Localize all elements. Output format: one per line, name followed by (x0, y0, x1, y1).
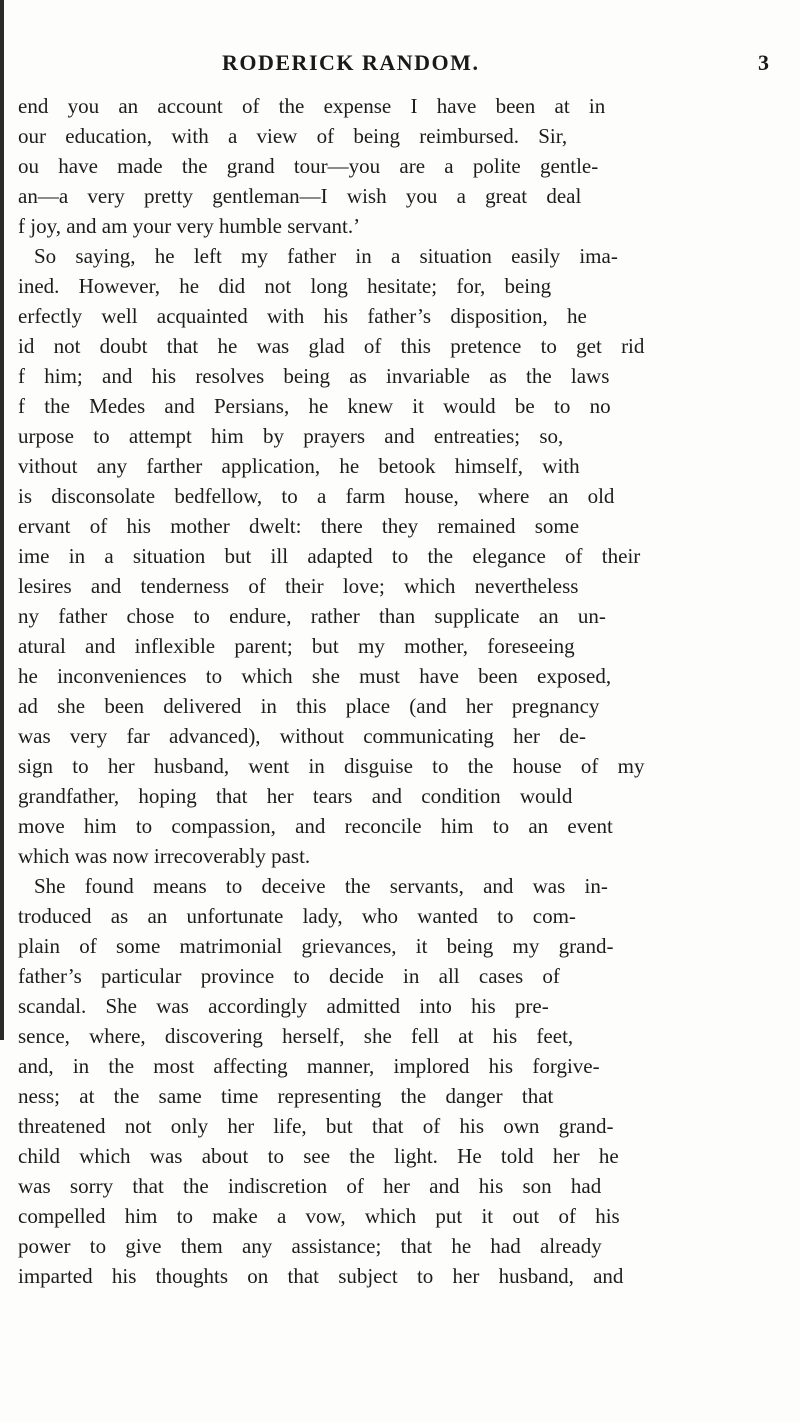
text-line: he inconveniences to which she must have been exposed, (18, 664, 612, 688)
page-number: 3 (758, 50, 769, 75)
text-line: id not doubt that he was glad of this pretence to get rid (18, 334, 645, 358)
text-line: f joy, and am your very humble servant.’ (18, 214, 361, 238)
text-line: ervant of his mother dwelt: there they remained some (18, 514, 580, 538)
text-line: plain of some matrimonial grievances, it being my grand- (18, 934, 614, 958)
text-line: ined. However, he did not long hesitate; for, being (18, 274, 552, 298)
text-line: ad she been delivered in this place (and her pregnancy (18, 694, 600, 718)
text-line: grandfather, hoping that her tears and condition would (18, 784, 573, 808)
text-line: sign to her husband, went in disguise to the house of my (18, 754, 645, 778)
text-line: compelled him to make a vow, which put it out of his (18, 1204, 620, 1228)
text-line: sence, where, discovering herself, she fell at his feet, (18, 1024, 574, 1048)
text-line: our education, with a view of being reimbursed. Sir, (18, 124, 568, 148)
running-head: RODERICK RANDOM. (222, 50, 480, 75)
text-line: imparted his thoughts on that subject to her husband, and (18, 1264, 624, 1288)
text-line: power to give them any assistance; that he had already (18, 1234, 602, 1258)
text-line: vithout any farther application, he betook himself, with (18, 454, 580, 478)
text-line: is disconsolate bedfellow, to a farm house, where an old (18, 484, 615, 508)
text-line: f the Medes and Persians, he knew it would be to no (18, 394, 611, 418)
text-line: ime in a situation but ill adapted to the elegance of their (18, 544, 641, 568)
text-line: lesires and tenderness of their love; which nevertheless (18, 574, 579, 598)
text-line: ou have made the grand tour—you are a polite gentle- (18, 154, 599, 178)
text-line: f him; and his resolves being as invariable as the laws (18, 364, 610, 388)
text-line: threatened not only her life, but that of his own grand- (18, 1114, 614, 1138)
text-line: move him to compassion, and reconcile him to an event (18, 814, 613, 838)
page-header (0, 50, 800, 84)
text-line: father’s particular province to decide in all cases of (18, 964, 560, 988)
text-line: ny father chose to endure, rather than supplicate an un- (18, 604, 606, 628)
text-line: was very far advanced), without communicating her de- (18, 724, 586, 748)
text-line: and, in the most affecting manner, implored his forgive- (18, 1054, 600, 1078)
text-line: an—a very pretty gentleman—I wish you a great deal (18, 184, 582, 208)
text-line: So saying, he left my father in a situation easily ima- (34, 244, 618, 268)
binding-edge (0, 0, 4, 1040)
text-line: troduced as an unfortunate lady, who wanted to com- (18, 904, 576, 928)
text-line: atural and inflexible parent; but my mother, foreseeing (18, 634, 575, 658)
text-line: She found means to deceive the servants, and was in- (34, 874, 608, 898)
text-line: was sorry that the indiscretion of her and his son had (18, 1174, 602, 1198)
text-line: child which was about to see the light. He told her he (18, 1144, 619, 1168)
text-line: which was now irrecoverably past. (18, 844, 311, 868)
text-line: scandal. She was accordingly admitted into his pre- (18, 994, 549, 1018)
text-line: erfectly well acquainted with his father’s disposition, he (18, 304, 587, 328)
text-line: ness; at the same time representing the danger that (18, 1084, 554, 1108)
text-line: end you an account of the expense I have been at in (18, 94, 606, 118)
text-line: urpose to attempt him by prayers and entreaties; so, (18, 424, 564, 448)
